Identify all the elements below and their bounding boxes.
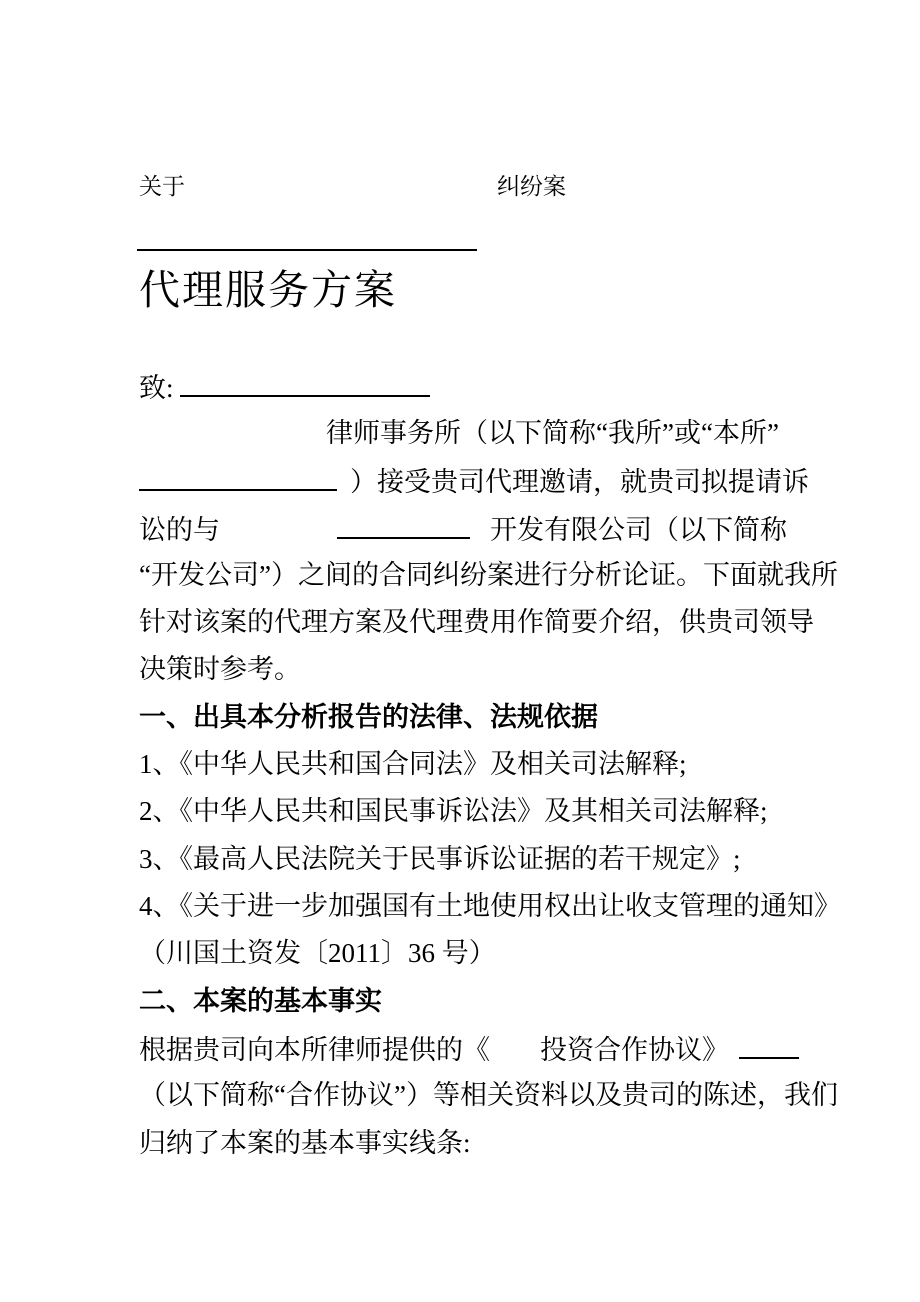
blank-underline [739, 1030, 799, 1059]
document-line [139, 1030, 799, 1068]
text-run: 致: [139, 373, 181, 403]
document-line [139, 746, 799, 782]
text-run: 开发有限公司（以下简称 [490, 515, 787, 545]
document-line [139, 699, 799, 735]
document-line [139, 1125, 799, 1161]
text-run: 二、本案的基本事实 [139, 986, 382, 1016]
document-line [139, 604, 814, 640]
gap-spacer [220, 538, 337, 539]
text-run: 律师事务所（以下简称“我所”或“本所” [326, 418, 779, 448]
text-run: 1、《中华人民共和国合同法》及相关司法解释; [139, 749, 687, 779]
text-run: 一、出具本分析报告的法律、法规依据 [139, 702, 598, 732]
title-underline-rule [137, 249, 477, 251]
document-line [139, 510, 799, 548]
text-run: 讼的与 [139, 515, 220, 545]
document-line [139, 1077, 838, 1113]
blank-underline [180, 368, 430, 397]
text-run: 根据贵司向本所律师提供的《 [139, 1035, 490, 1065]
text-run: 3、《最高人民法院关于民事诉讼证据的若干规定》; [139, 844, 741, 874]
text-run: （以下简称“合作协议”）等相关资料以及贵司的陈述，我们 [139, 1080, 838, 1110]
document-title: 代理服务方案 [139, 267, 397, 313]
document-line [139, 462, 809, 500]
header-prefix-text: 关于 [139, 174, 185, 199]
text-run: ）接受贵司代理邀请，就贵司拟提请诉 [350, 467, 809, 497]
document-line [139, 651, 799, 687]
text-run: 归纳了本案的基本事实线条: [139, 1128, 471, 1158]
text-run: 投资合作协议》 [540, 1035, 729, 1065]
document-line [139, 557, 838, 593]
text-run: 决策时参考。 [139, 654, 301, 684]
header-case-type-text: 纠纷案 [497, 174, 566, 199]
document-line [139, 841, 799, 877]
document-line [139, 415, 920, 451]
text-run: 针对该案的代理方案及代理费用作简要介绍，供贵司领导 [139, 607, 814, 637]
blank-underline [139, 462, 337, 491]
gap-spacer [470, 538, 490, 539]
gap-spacer [490, 1058, 540, 1059]
text-run: 2、《中华人民共和国民事诉讼法》及其相关司法解释; [139, 796, 768, 826]
gap-spacer [337, 490, 350, 491]
document-line [139, 793, 799, 829]
document-line [139, 935, 799, 971]
document-line [139, 368, 799, 406]
gap-spacer [729, 1058, 739, 1059]
blank-underline [337, 510, 470, 539]
text-run: （川国土资发〔2011〕36 号） [139, 938, 496, 968]
text-run: 4、《关于进一步加强国有土地使用权出让收支管理的通知》 [139, 891, 841, 921]
text-run: “开发公司”）之间的合同纠纷案进行分析论证。下面就我所 [139, 560, 838, 590]
document-line [139, 983, 799, 1019]
document-line [139, 888, 841, 924]
